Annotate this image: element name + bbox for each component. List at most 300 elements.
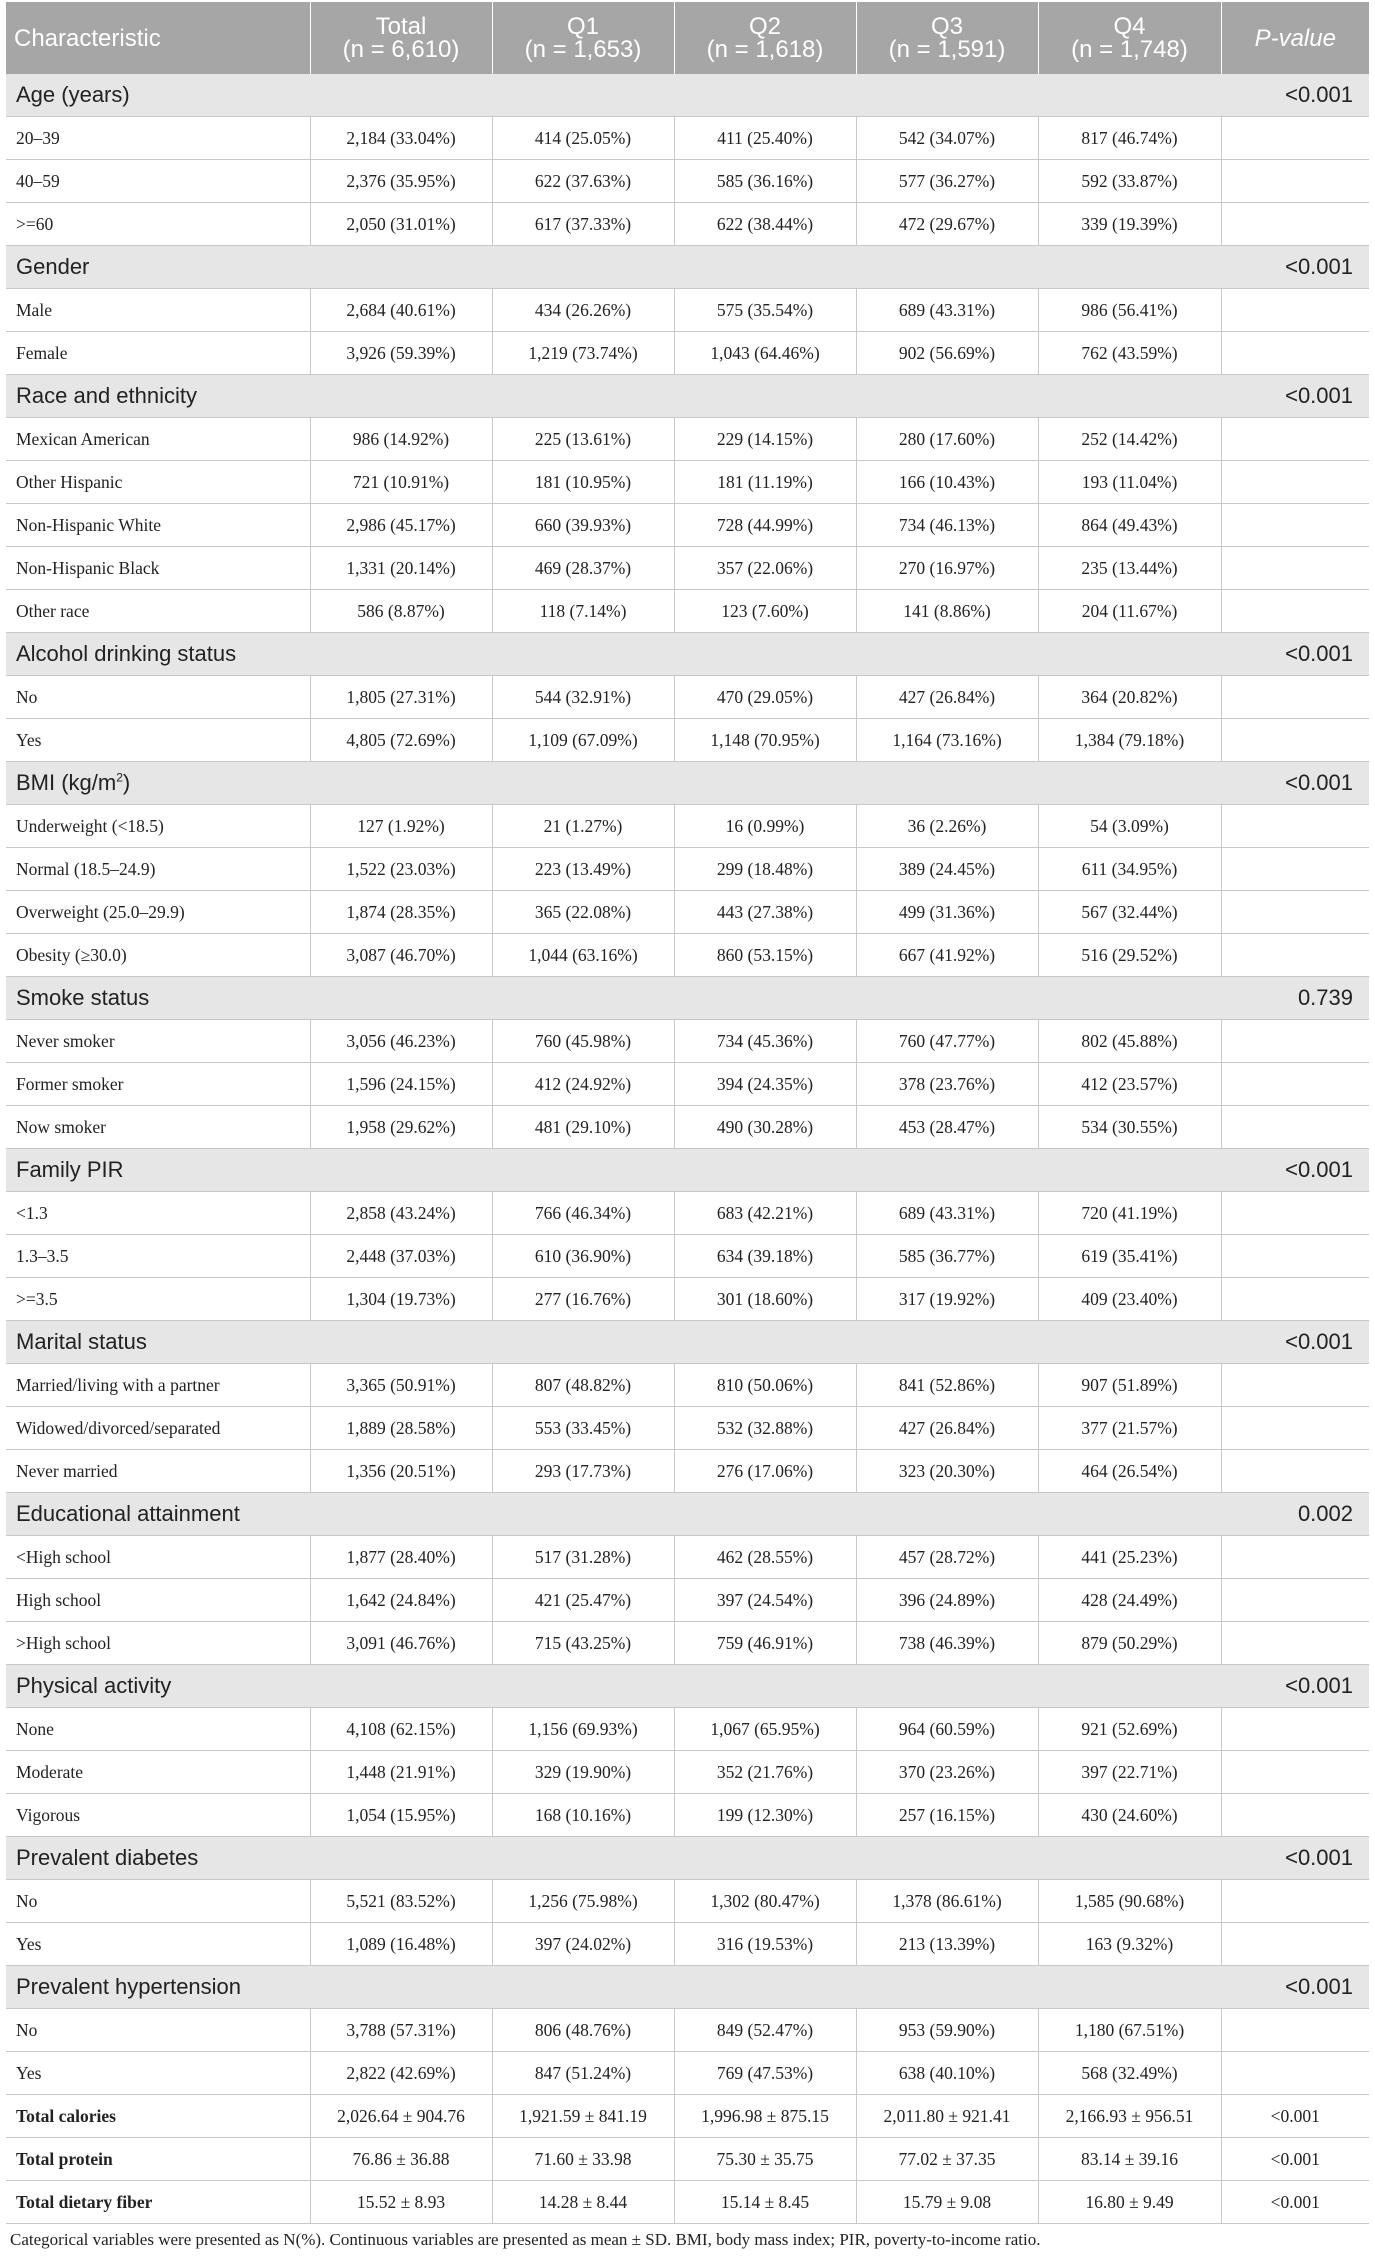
row-label: Married/living with a partner xyxy=(6,1364,310,1407)
data-cell: 802 (45.88%) xyxy=(1038,1020,1221,1063)
data-cell: 235 (13.44%) xyxy=(1038,547,1221,590)
data-cell: 4,108 (62.15%) xyxy=(310,1708,492,1751)
data-cell: 397 (24.54%) xyxy=(674,1579,856,1622)
header-q2: Q2 (n = 1,618) xyxy=(674,2,856,74)
data-cell: 553 (33.45%) xyxy=(492,1407,674,1450)
data-cell: 77.02 ± 37.35 xyxy=(856,2138,1038,2181)
row-label: None xyxy=(6,1708,310,1751)
data-cell: 1,642 (24.84%) xyxy=(310,1579,492,1622)
row-label: Other Hispanic xyxy=(6,461,310,504)
data-cell: 414 (25.05%) xyxy=(492,117,674,160)
data-cell: 907 (51.89%) xyxy=(1038,1364,1221,1407)
data-cell: 293 (17.73%) xyxy=(492,1450,674,1493)
section-row xyxy=(6,633,1369,676)
data-cell: 1,522 (23.03%) xyxy=(310,848,492,891)
data-cell: 622 (38.44%) xyxy=(674,203,856,246)
empty-p-cell xyxy=(1221,418,1369,461)
table-row xyxy=(6,1235,1369,1278)
section-row xyxy=(6,977,1369,1020)
empty-p-cell xyxy=(1221,547,1369,590)
data-cell: 213 (13.39%) xyxy=(856,1923,1038,1966)
data-cell: 734 (46.13%) xyxy=(856,504,1038,547)
row-label: Total dietary fiber xyxy=(6,2181,310,2224)
data-cell: 586 (8.87%) xyxy=(310,590,492,633)
section-p-value: <0.001 xyxy=(1221,1966,1369,2009)
data-cell: 76.86 ± 36.88 xyxy=(310,2138,492,2181)
p-value-cell: <0.001 xyxy=(1221,2138,1369,2181)
data-cell: 1,356 (20.51%) xyxy=(310,1450,492,1493)
table-row xyxy=(6,1106,1369,1149)
table-row xyxy=(6,461,1369,504)
empty-p-cell xyxy=(1221,719,1369,762)
row-label: Yes xyxy=(6,1923,310,1966)
data-cell: 470 (29.05%) xyxy=(674,676,856,719)
section-row xyxy=(6,1837,1369,1880)
data-cell: 810 (50.06%) xyxy=(674,1364,856,1407)
data-cell: 2,822 (42.69%) xyxy=(310,2052,492,2095)
data-cell: 849 (52.47%) xyxy=(674,2009,856,2052)
data-cell: 619 (35.41%) xyxy=(1038,1235,1221,1278)
section-title: Educational attainment xyxy=(6,1493,1221,1536)
empty-p-cell xyxy=(1221,1579,1369,1622)
data-cell: 715 (43.25%) xyxy=(492,1622,674,1665)
empty-p-cell xyxy=(1221,1192,1369,1235)
table-row xyxy=(6,1192,1369,1235)
data-cell: 481 (29.10%) xyxy=(492,1106,674,1149)
data-cell: 760 (47.77%) xyxy=(856,1020,1038,1063)
data-cell: 2,184 (33.04%) xyxy=(310,117,492,160)
data-cell: 364 (20.82%) xyxy=(1038,676,1221,719)
row-label: 1.3–3.5 xyxy=(6,1235,310,1278)
data-cell: 3,087 (46.70%) xyxy=(310,934,492,977)
data-cell: 3,926 (59.39%) xyxy=(310,332,492,375)
empty-p-cell xyxy=(1221,1407,1369,1450)
table-row xyxy=(6,1923,1369,1966)
data-cell: 1,585 (90.68%) xyxy=(1038,1880,1221,1923)
header-total-n: (n = 6,610) xyxy=(342,36,460,63)
data-cell: 1,044 (63.16%) xyxy=(492,934,674,977)
continuous-row xyxy=(6,2095,1369,2138)
data-cell: 15.52 ± 8.93 xyxy=(310,2181,492,2224)
data-cell: 389 (24.45%) xyxy=(856,848,1038,891)
data-cell: 3,365 (50.91%) xyxy=(310,1364,492,1407)
row-label: Yes xyxy=(6,2052,310,2095)
data-cell: 617 (37.33%) xyxy=(492,203,674,246)
empty-p-cell xyxy=(1221,1923,1369,1966)
data-cell: 1,109 (67.09%) xyxy=(492,719,674,762)
empty-p-cell xyxy=(1221,2052,1369,2095)
data-cell: 1,384 (79.18%) xyxy=(1038,719,1221,762)
row-label: Mexican American xyxy=(6,418,310,461)
data-cell: 1,996.98 ± 875.15 xyxy=(674,2095,856,2138)
empty-p-cell xyxy=(1221,1751,1369,1794)
data-cell: 301 (18.60%) xyxy=(674,1278,856,1321)
table-row xyxy=(6,1364,1369,1407)
table-container xyxy=(6,2,1369,2250)
section-p-value: <0.001 xyxy=(1221,1665,1369,1708)
data-cell: 316 (19.53%) xyxy=(674,1923,856,1966)
table-row xyxy=(6,1751,1369,1794)
data-cell: 1,219 (73.74%) xyxy=(492,332,674,375)
data-cell: 769 (47.53%) xyxy=(674,2052,856,2095)
section-row xyxy=(6,1493,1369,1536)
empty-p-cell xyxy=(1221,1536,1369,1579)
data-cell: 1,874 (28.35%) xyxy=(310,891,492,934)
data-cell: 610 (36.90%) xyxy=(492,1235,674,1278)
section-p-value: <0.001 xyxy=(1221,762,1369,805)
data-cell: 542 (34.07%) xyxy=(856,117,1038,160)
data-cell: 864 (49.43%) xyxy=(1038,504,1221,547)
section-p-value: 0.002 xyxy=(1221,1493,1369,1536)
empty-p-cell xyxy=(1221,160,1369,203)
empty-p-cell xyxy=(1221,2009,1369,2052)
data-cell: 430 (24.60%) xyxy=(1038,1794,1221,1837)
section-row xyxy=(6,1665,1369,1708)
data-cell: 397 (22.71%) xyxy=(1038,1751,1221,1794)
table-row xyxy=(6,1708,1369,1751)
table-row xyxy=(6,1278,1369,1321)
data-cell: 1,180 (67.51%) xyxy=(1038,2009,1221,2052)
table-footnote: Categorical variables were presented as N(%). Continuous variables are presented as mean ± SD. BMI, body mass index; PIR, poverty-to-income ratio. xyxy=(10,2230,1041,2249)
data-cell: 585 (36.16%) xyxy=(674,160,856,203)
data-cell: 1,448 (21.91%) xyxy=(310,1751,492,1794)
table-row xyxy=(6,719,1369,762)
data-cell: 276 (17.06%) xyxy=(674,1450,856,1493)
data-cell: 1,156 (69.93%) xyxy=(492,1708,674,1751)
section-title: Physical activity xyxy=(6,1665,1221,1708)
table-row xyxy=(6,848,1369,891)
data-cell: 516 (29.52%) xyxy=(1038,934,1221,977)
data-cell: 323 (20.30%) xyxy=(856,1450,1038,1493)
data-cell: 534 (30.55%) xyxy=(1038,1106,1221,1149)
data-cell: 817 (46.74%) xyxy=(1038,117,1221,160)
data-cell: 2,448 (37.03%) xyxy=(310,1235,492,1278)
table-row xyxy=(6,1063,1369,1106)
data-cell: 1,089 (16.48%) xyxy=(310,1923,492,1966)
data-cell: 352 (21.76%) xyxy=(674,1751,856,1794)
empty-p-cell xyxy=(1221,934,1369,977)
data-cell: 567 (32.44%) xyxy=(1038,891,1221,934)
table-row xyxy=(6,418,1369,461)
data-cell: 252 (14.42%) xyxy=(1038,418,1221,461)
section-title: Prevalent diabetes xyxy=(6,1837,1221,1880)
header-q2-n: (n = 1,618) xyxy=(706,36,824,63)
data-cell: 638 (40.10%) xyxy=(856,2052,1038,2095)
row-label: Never married xyxy=(6,1450,310,1493)
data-cell: 357 (22.06%) xyxy=(674,547,856,590)
data-cell: 54 (3.09%) xyxy=(1038,805,1221,848)
section-p-value: <0.001 xyxy=(1221,1837,1369,1880)
data-cell: 738 (46.39%) xyxy=(856,1622,1038,1665)
data-cell: 879 (50.29%) xyxy=(1038,1622,1221,1665)
table-row xyxy=(6,676,1369,719)
data-cell: 193 (11.04%) xyxy=(1038,461,1221,504)
section-row xyxy=(6,1966,1369,2009)
data-cell: 397 (24.02%) xyxy=(492,1923,674,1966)
data-cell: 36 (2.26%) xyxy=(856,805,1038,848)
row-label: Obesity (≥30.0) xyxy=(6,934,310,977)
data-cell: 71.60 ± 33.98 xyxy=(492,2138,674,2181)
data-cell: 2,166.93 ± 956.51 xyxy=(1038,2095,1221,2138)
data-cell: 394 (24.35%) xyxy=(674,1063,856,1106)
data-cell: 199 (12.30%) xyxy=(674,1794,856,1837)
section-p-value: <0.001 xyxy=(1221,246,1369,289)
row-label: Moderate xyxy=(6,1751,310,1794)
section-title: Gender xyxy=(6,246,1221,289)
data-cell: 2,011.80 ± 921.41 xyxy=(856,2095,1038,2138)
data-cell: 270 (16.97%) xyxy=(856,547,1038,590)
data-cell: 21 (1.27%) xyxy=(492,805,674,848)
data-cell: 841 (52.86%) xyxy=(856,1364,1038,1407)
header-q4-n: (n = 1,748) xyxy=(1071,36,1188,63)
data-cell: 1,304 (19.73%) xyxy=(310,1278,492,1321)
section-title: Race and ethnicity xyxy=(6,375,1221,418)
data-cell: 860 (53.15%) xyxy=(674,934,856,977)
header-q1: Q1 (n = 1,653) xyxy=(492,2,674,74)
table-row xyxy=(6,934,1369,977)
data-cell: 257 (16.15%) xyxy=(856,1794,1038,1837)
data-cell: 1,378 (86.61%) xyxy=(856,1880,1038,1923)
data-cell: 517 (31.28%) xyxy=(492,1536,674,1579)
p-value-cell: <0.001 xyxy=(1221,2181,1369,2224)
data-cell: 118 (7.14%) xyxy=(492,590,674,633)
empty-p-cell xyxy=(1221,289,1369,332)
empty-p-cell xyxy=(1221,1794,1369,1837)
table-row xyxy=(6,289,1369,332)
data-cell: 163 (9.32%) xyxy=(1038,1923,1221,1966)
data-cell: 1,805 (27.31%) xyxy=(310,676,492,719)
table-row xyxy=(6,1407,1369,1450)
data-cell: 1,889 (28.58%) xyxy=(310,1407,492,1450)
row-label: Normal (18.5–24.9) xyxy=(6,848,310,891)
continuous-row xyxy=(6,2181,1369,2224)
data-cell: 759 (46.91%) xyxy=(674,1622,856,1665)
row-label: Non-Hispanic Black xyxy=(6,547,310,590)
table-row xyxy=(6,1579,1369,1622)
data-cell: 434 (26.26%) xyxy=(492,289,674,332)
data-cell: 683 (42.21%) xyxy=(674,1192,856,1235)
section-p-value: 0.739 xyxy=(1221,977,1369,1020)
data-cell: 2,376 (35.95%) xyxy=(310,160,492,203)
data-cell: 575 (35.54%) xyxy=(674,289,856,332)
data-cell: 427 (26.84%) xyxy=(856,1407,1038,1450)
header-total: Total (n = 6,610) xyxy=(310,2,492,74)
table-body xyxy=(6,74,1369,2224)
data-cell: 181 (10.95%) xyxy=(492,461,674,504)
p-value-cell: <0.001 xyxy=(1221,2095,1369,2138)
section-p-value: <0.001 xyxy=(1221,74,1369,117)
row-label: Yes xyxy=(6,719,310,762)
row-label: <1.3 xyxy=(6,1192,310,1235)
data-cell: 1,164 (73.16%) xyxy=(856,719,1038,762)
data-cell: 453 (28.47%) xyxy=(856,1106,1038,1149)
data-cell: 499 (31.36%) xyxy=(856,891,1038,934)
data-cell: 280 (17.60%) xyxy=(856,418,1038,461)
data-cell: 806 (48.76%) xyxy=(492,2009,674,2052)
data-cell: 4,805 (72.69%) xyxy=(310,719,492,762)
empty-p-cell xyxy=(1221,1020,1369,1063)
data-cell: 409 (23.40%) xyxy=(1038,1278,1221,1321)
table-row xyxy=(6,891,1369,934)
data-cell: 490 (30.28%) xyxy=(674,1106,856,1149)
data-cell: 229 (14.15%) xyxy=(674,418,856,461)
table-row xyxy=(6,1020,1369,1063)
data-cell: 16 (0.99%) xyxy=(674,805,856,848)
data-cell: 592 (33.87%) xyxy=(1038,160,1221,203)
header-q1-n: (n = 1,653) xyxy=(524,36,642,63)
data-cell: 396 (24.89%) xyxy=(856,1579,1038,1622)
data-cell: 427 (26.84%) xyxy=(856,676,1038,719)
data-cell: 760 (45.98%) xyxy=(492,1020,674,1063)
empty-p-cell xyxy=(1221,504,1369,547)
data-cell: 2,050 (31.01%) xyxy=(310,203,492,246)
empty-p-cell xyxy=(1221,1235,1369,1278)
row-label: Non-Hispanic White xyxy=(6,504,310,547)
section-title: Family PIR xyxy=(6,1149,1221,1192)
data-cell: 428 (24.49%) xyxy=(1038,1579,1221,1622)
data-cell: 721 (10.91%) xyxy=(310,461,492,504)
section-title: Marital status xyxy=(6,1321,1221,1364)
section-title: Prevalent hypertension xyxy=(6,1966,1221,2009)
data-cell: 964 (60.59%) xyxy=(856,1708,1038,1751)
data-cell: 921 (52.69%) xyxy=(1038,1708,1221,1751)
table-row xyxy=(6,332,1369,375)
data-cell: 667 (41.92%) xyxy=(856,934,1038,977)
table-row xyxy=(6,1622,1369,1665)
data-cell: 622 (37.63%) xyxy=(492,160,674,203)
table-row xyxy=(6,1536,1369,1579)
data-cell: 1,877 (28.40%) xyxy=(310,1536,492,1579)
row-label: Female xyxy=(6,332,310,375)
section-row xyxy=(6,762,1369,805)
row-label: 40–59 xyxy=(6,160,310,203)
data-cell: 412 (23.57%) xyxy=(1038,1063,1221,1106)
section-title: Alcohol drinking status xyxy=(6,633,1221,676)
data-cell: 166 (10.43%) xyxy=(856,461,1038,504)
data-cell: 585 (36.77%) xyxy=(856,1235,1038,1278)
row-label: Overweight (25.0–29.9) xyxy=(6,891,310,934)
data-cell: 2,684 (40.61%) xyxy=(310,289,492,332)
data-cell: 412 (24.92%) xyxy=(492,1063,674,1106)
row-label: Male xyxy=(6,289,310,332)
row-label: Underweight (<18.5) xyxy=(6,805,310,848)
section-title: Smoke status xyxy=(6,977,1221,1020)
data-cell: 1,958 (29.62%) xyxy=(310,1106,492,1149)
section-title: Age (years) xyxy=(6,74,1221,117)
data-cell: 5,521 (83.52%) xyxy=(310,1880,492,1923)
section-title: BMI $(kg/m^2)$ xyxy=(6,762,1221,805)
empty-p-cell xyxy=(1221,332,1369,375)
data-cell: 462 (28.55%) xyxy=(674,1536,856,1579)
data-cell: 2,858 (43.24%) xyxy=(310,1192,492,1235)
data-cell: 986 (14.92%) xyxy=(310,418,492,461)
data-cell: 2,986 (45.17%) xyxy=(310,504,492,547)
row-label: 20–39 xyxy=(6,117,310,160)
data-cell: 277 (16.76%) xyxy=(492,1278,674,1321)
data-cell: 1,054 (15.95%) xyxy=(310,1794,492,1837)
header-characteristic: Characteristic xyxy=(6,2,310,74)
empty-p-cell xyxy=(1221,1106,1369,1149)
data-cell: 123 (7.60%) xyxy=(674,590,856,633)
empty-p-cell xyxy=(1221,1880,1369,1923)
section-row xyxy=(6,1321,1369,1364)
data-cell: 421 (25.47%) xyxy=(492,1579,674,1622)
table-row xyxy=(6,2009,1369,2052)
data-cell: 611 (34.95%) xyxy=(1038,848,1221,891)
data-cell: 1,256 (75.98%) xyxy=(492,1880,674,1923)
data-cell: 1,331 (20.14%) xyxy=(310,547,492,590)
data-cell: 329 (19.90%) xyxy=(492,1751,674,1794)
data-cell: 411 (25.40%) xyxy=(674,117,856,160)
data-cell: 75.30 ± 35.75 xyxy=(674,2138,856,2181)
empty-p-cell xyxy=(1221,1622,1369,1665)
row-label: >=60 xyxy=(6,203,310,246)
data-cell: 370 (23.26%) xyxy=(856,1751,1038,1794)
empty-p-cell xyxy=(1221,848,1369,891)
data-cell: 15.14 ± 8.45 xyxy=(674,2181,856,2224)
data-cell: 14.28 ± 8.44 xyxy=(492,2181,674,2224)
table-row xyxy=(6,160,1369,203)
row-label: No xyxy=(6,1880,310,1923)
data-cell: 464 (26.54%) xyxy=(1038,1450,1221,1493)
data-cell: 441 (25.23%) xyxy=(1038,1536,1221,1579)
data-cell: 15.79 ± 9.08 xyxy=(856,2181,1038,2224)
empty-p-cell xyxy=(1221,203,1369,246)
row-label: Former smoker xyxy=(6,1063,310,1106)
row-label: Widowed/divorced/separated xyxy=(6,1407,310,1450)
data-cell: 378 (23.76%) xyxy=(856,1063,1038,1106)
data-cell: 339 (19.39%) xyxy=(1038,203,1221,246)
data-cell: 443 (27.38%) xyxy=(674,891,856,934)
data-cell: 544 (32.91%) xyxy=(492,676,674,719)
data-cell: 568 (32.49%) xyxy=(1038,2052,1221,2095)
row-label: Never smoker xyxy=(6,1020,310,1063)
table-row xyxy=(6,547,1369,590)
table-row xyxy=(6,805,1369,848)
data-cell: 634 (39.18%) xyxy=(674,1235,856,1278)
table-row xyxy=(6,1794,1369,1837)
data-cell: 660 (39.93%) xyxy=(492,504,674,547)
header-row xyxy=(6,2,1369,74)
table-row xyxy=(6,590,1369,633)
data-cell: 1,302 (80.47%) xyxy=(674,1880,856,1923)
row-label: No xyxy=(6,2009,310,2052)
row-label: Now smoker xyxy=(6,1106,310,1149)
continuous-row xyxy=(6,2138,1369,2181)
row-label: >High school xyxy=(6,1622,310,1665)
data-cell: 1,067 (65.95%) xyxy=(674,1708,856,1751)
empty-p-cell xyxy=(1221,1708,1369,1751)
data-cell: 689 (43.31%) xyxy=(856,289,1038,332)
data-cell: 141 (8.86%) xyxy=(856,590,1038,633)
row-label: Total protein xyxy=(6,2138,310,2181)
table-row xyxy=(6,1880,1369,1923)
section-row xyxy=(6,375,1369,418)
data-cell: 1,596 (24.15%) xyxy=(310,1063,492,1106)
data-cell: 181 (11.19%) xyxy=(674,461,856,504)
data-cell: 3,788 (57.31%) xyxy=(310,2009,492,2052)
empty-p-cell xyxy=(1221,1450,1369,1493)
row-label: Other race xyxy=(6,590,310,633)
data-cell: 953 (59.90%) xyxy=(856,2009,1038,2052)
data-cell: 472 (29.67%) xyxy=(856,203,1038,246)
data-cell: 532 (32.88%) xyxy=(674,1407,856,1450)
data-cell: 168 (10.16%) xyxy=(492,1794,674,1837)
row-label: Total calories xyxy=(6,2095,310,2138)
section-p-value: <0.001 xyxy=(1221,375,1369,418)
table-row xyxy=(6,203,1369,246)
table-row xyxy=(6,117,1369,160)
